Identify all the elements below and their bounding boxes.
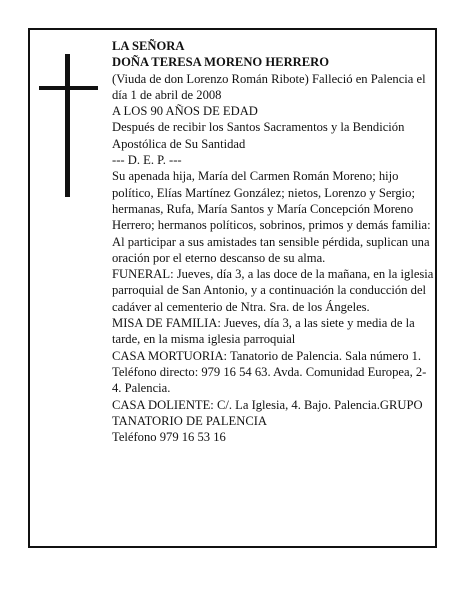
funeral-info: FUNERAL: Jueves, día 3, a las doce de la mañana, en la iglesia parroquial de San Antonio, y a continuación la conducción del cadáver al cementerio de Ntra. Sra. de los Ángeles. <box>112 267 434 314</box>
cross-icon <box>65 54 70 197</box>
obituary-text <box>112 38 434 445</box>
sacraments: Después de recibir los Santos Sacramentos y la Bendición Apostólica de Su Santidad <box>112 120 405 151</box>
family-list: Su apenada hija, María del Carmen Román Moreno; hijo político, Elías Martínez González; nietos, Lorenzo y Sergio; hermanas, Rufa, María Santos y María Concepción Moreno Herrero; hermanos políticos, sobrinos, primos y demás familia: <box>112 169 431 233</box>
rip: --- D. E. P. --- <box>112 153 182 168</box>
deceased-name: DOÑA TERESA MORENO HERRERO <box>112 55 330 70</box>
family-mass-info: MISA DE FAMILIA: Jueves, día 3, a las siete y media de la tarde, en la misma iglesia parroquial <box>112 316 415 347</box>
mortuary-info: CASA MORTUORIA: Tanatorio de Palencia. Sala número 1. Teléfono directo: 979 16 54 63. Avda. Comunidad Europea, 2-4. Palencia. <box>112 348 427 396</box>
mourning-house-info: CASA DOLIENTE: C/. La Iglesia, 4. Bajo. Palencia.GRUPO TANATORIO DE PALENCIA <box>112 397 423 428</box>
age: A LOS 90 AÑOS DE EDAD <box>112 104 258 119</box>
phone-info: Teléfono 979 16 53 16 <box>112 430 226 445</box>
prayer-request: Al participar a sus amistades tan sensible pérdida, suplican una oración por el eterno descanso de su alma. <box>112 234 430 265</box>
cross-icon-bar <box>39 86 98 90</box>
death-info: (Viuda de don Lorenzo Román Ribote) Falleció en Palencia el día 1 de abril de 2008 <box>112 71 426 102</box>
notice-title: LA SEÑORA <box>112 39 185 53</box>
